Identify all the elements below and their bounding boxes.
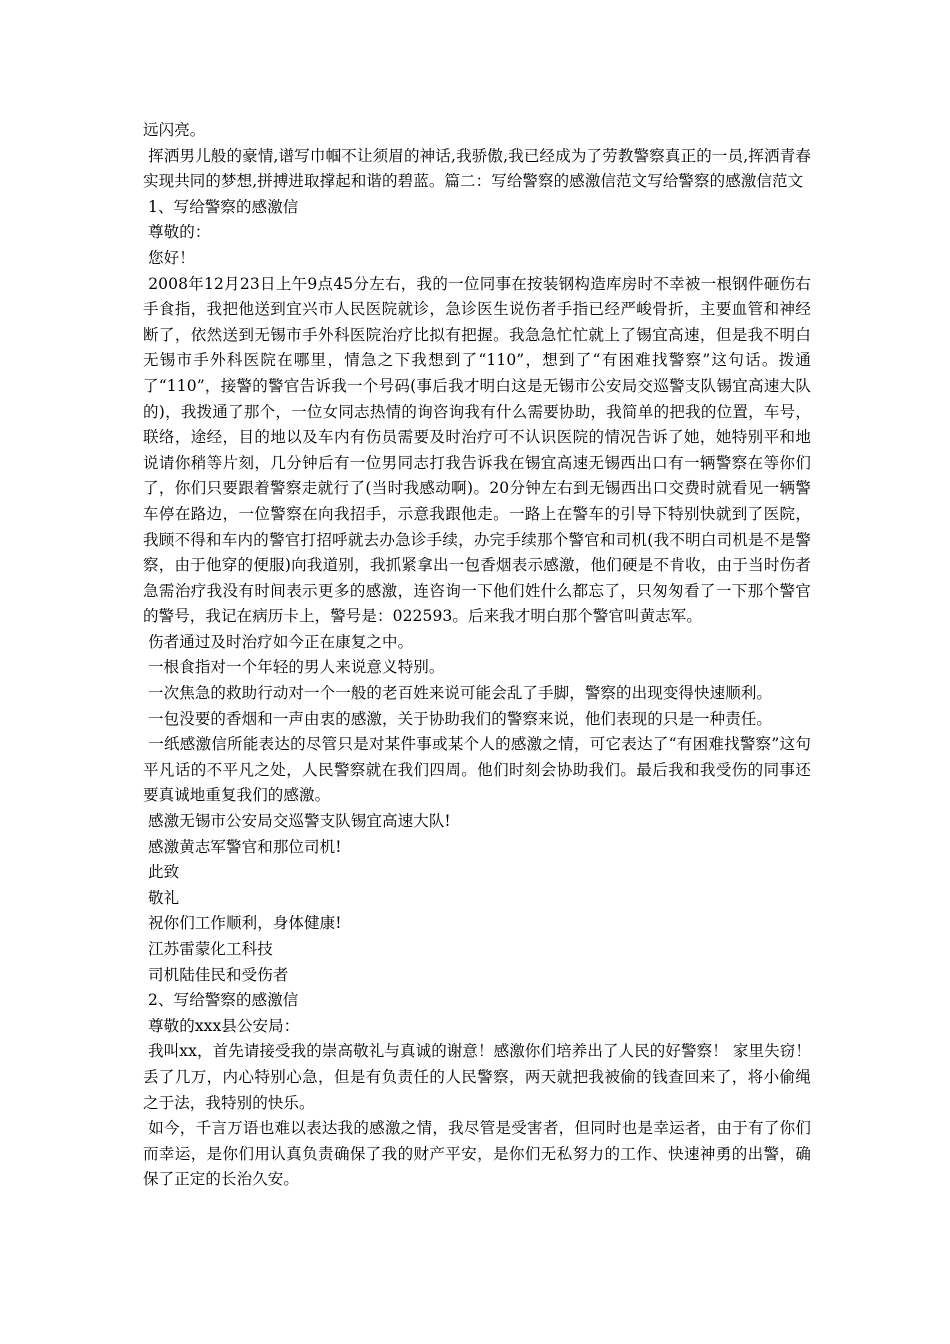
section-heading: 1、写给警察的感激信 (143, 197, 299, 216)
paragraph: 感激无锡市公安局交巡警支队锡宜高速大队! (143, 812, 451, 831)
closing: 敬礼 (143, 888, 180, 907)
paragraph: 一根食指对一个年轻的男人来说意义特别。 (143, 658, 445, 677)
paragraph: 如今，千言万语也难以表达我的感激之情，我尽管是受害者，但同时也是幸运者，由于有了你们而幸运，是你们用认真负责确保了我的财产平安，是你们无私努力的工作、快速神勇的出警，确保了正定的长治久安。 (143, 1119, 812, 1189)
paragraph: 我叫xx，首先请接受我的崇高敬礼与真诚的谢意！感激你们培养出了人民的好警察！ 家里失窃！丢了几万，内心特别心急，但是有负责任的人民警察，两天就把我被偷的钱查回来了，将小偷绳之于法，我特别的快乐。 (143, 1042, 811, 1112)
paragraph: 远闪亮。 (143, 121, 206, 139)
greeting: 您好！ (143, 248, 195, 267)
paragraph: 挥洒男儿般的豪情,谱写巾帼不让须眉的神话,我骄傲,我已经成为了劳教警察真正的一员,挥洒青春实现共同的梦想,拼搏进取撑起和谐的碧蓝。篇二：写给警察的感激信范文写给警察的感激信范文 (143, 146, 811, 191)
paragraph: 伤者通过及时治疗如今正在康复之中。 (143, 632, 414, 651)
paragraph: 一包没要的香烟和一声由衷的感激，关于协助我们的警察来说，他们表现的只是一种责任。 (143, 709, 773, 728)
salutation: 尊敬的： (143, 223, 211, 242)
section-heading: 2、写给警察的感激信 (143, 991, 299, 1010)
closing: 此致 (143, 863, 180, 882)
closing: 祝你们工作顺利，身体健康! (143, 914, 342, 933)
document-body (143, 118, 811, 1193)
salutation: 尊敬的xxx县公安局： (143, 1016, 300, 1035)
paragraph: 一次焦急的救助行动对一个一般的老百姓来说可能会乱了手脚，警察的出现变得快速顺利。 (143, 684, 773, 703)
signature: 江苏雷蒙化工科技 (143, 940, 273, 958)
signature: 司机陆佳民和受伤者 (143, 965, 289, 984)
paragraph: 2008年12月23日上午9点45分左右，我的一位同事在按装钢构造库房时不幸被一根钢件砸伤右手食指，我把他送到宜兴市人民医院就诊，急诊医生说伤者手指已经严峻骨折，主要血管和神经断了，依然送到无锡市手外科医院治疗比拟有把握。我急急忙忙就上了锡宜高速，但是我不明白无锡市手外科医院在哪里，情急之下我想到了“110”，想到了“有困难找警察”这句话。拨通了“110”，接警的警官告诉我一个号码(事后我才明白这是无锡市公安局交巡警支队锡宜高速大队的)，我拨通了那个，一位女同志热情的询咨询我有什么需要协助，我简单的把我的位置，车号，联络，途经，目的地以及车内有伤员需要及时治疗可不认识医院的情况告诉了她，她特别平和地说请你稍等片刻，几分钟后有一位男同志打我告诉我在锡宜高速无锡西出口有一辆警察在等你们了，你们只要跟着警察走就行了(当时我感动啊)。20分钟左右到无锡西出口交费时就看见一辆警车停在路边，一位警察在向我招手，示意我跟他走。一路上在警车的引导下特别快就到了医院，我顾不得和车内的警官打招呼就去办急诊手续，办完手续那个警官和司机(我不明白司机是不是警察，由于他穿的便服)向我道别，我抓紧拿出一包香烟表示感激，他们硬是不肯收，由于当时伤者急需治疗我没有时间表示更多的感激，连咨询一下他们姓什么都忘了，只匆匆看了一下那个警官的警号，我记在病历卡上，警号是：022593。后来我才明白那个警官叫黄志军。 (143, 274, 811, 626)
paragraph: 感激黄志军警官和那位司机! (143, 837, 342, 856)
paragraph: 一纸感激信所能表达的尽管只是对某件事或某个人的感激之情，可它表达了“有困难找警察”这句平凡话的不平凡之处，人民警察就在我们四周。他们时刻会协助我们。最后我和我受伤的同事还要真诚地重复我们的感激。 (143, 735, 811, 805)
